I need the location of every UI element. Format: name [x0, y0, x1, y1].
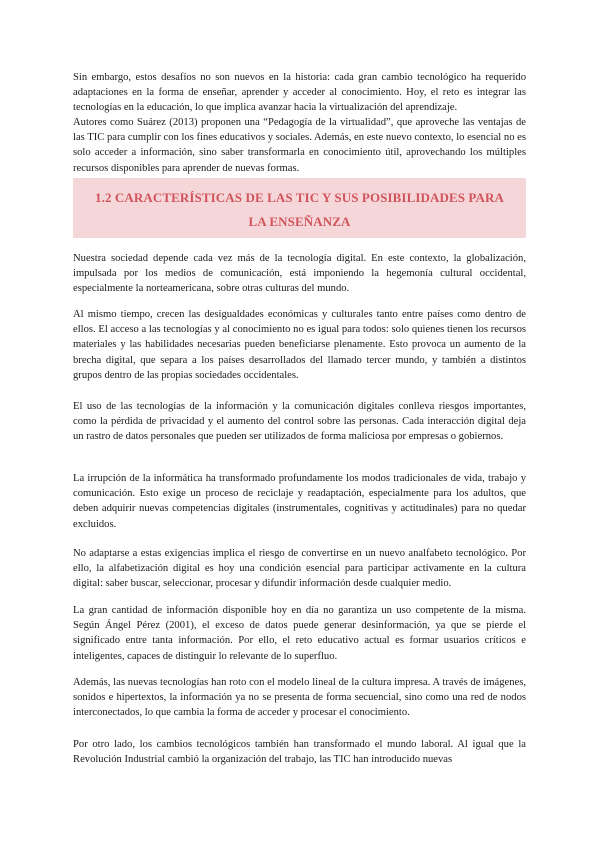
body-paragraph-2: Al mismo tiempo, crecen las desigualdades económicas y culturales tanto entre países como dentro de ellos. El acceso a las tecnologías y al conocimiento no es igual para todos: solo quienes tienen los recursos materiales y las habilidades necesarias pueden beneficiarse plenamente. Esto provoca un aumento de la brecha digital, que separa a los países desarrollados del llamado tercer mundo, y también a distintos grupos dentro de las propias sociedades occidentales.: [73, 309, 526, 381]
body-paragraph-1: Nuestra sociedad depende cada vez más de la tecnología digital. En este contexto, la globalización, impulsada por los medios de comunicación, está imponiendo la hegemonía cultural occidental, especialmente la norteamericana, sobre otras culturas del mundo.: [73, 253, 526, 295]
body-paragraph-5: No adaptarse a estas exigencias implica el riesgo de convertirse en un nuevo analfabeto tecnológico. Por ello, la alfabetización digital es hoy una condición esencial para participar activamente en la cultura digital: saber buscar, seleccionar, procesar y difundir información desde cualquier medio.: [73, 548, 526, 590]
body-paragraph-3: El uso de las tecnologías de la información y la comunicación digitales conlleva riesgos importantes, como la pérdida de privacidad y el aumento del control sobre las personas. Cada interacción digital deja un rastro de datos personales que pueden ser utilizados de forma maliciosa por empresas o gobiernos.: [73, 401, 526, 443]
section-heading: 1.2 CARACTERÍSTICAS DE LAS TIC Y SUS POSIBILIDADES PARA LA ENSEÑANZA: [95, 190, 504, 229]
body-paragraph-4: La irrupción de la informática ha transformado profundamente los modos tradicionales de vida, trabajo y comunicación. Esto exige un proceso de reciclaje y readaptación, especialmente para los adultos, que deben adquirir nuevas competencias digitales (instrumentales, cognitivas y actitudinales) para no quedar excluidos.: [73, 473, 526, 530]
intro-paragraph-1: Sin embargo, estos desafíos no son nuevos en la historia: cada gran cambio tecnológico ha requerido adaptaciones en la forma de enseñar, aprender y acceder al conocimiento. Hoy, el reto es integrar las tecnologías en la educación, lo que implica avanzar hacia la virtualización del aprendizaje.: [73, 72, 526, 114]
body-paragraph-7: Además, las nuevas tecnologías han roto con el modelo lineal de la cultura impresa. A través de imágenes, sonidos e hipertextos, la información ya no se presenta de forma secuencial, sino como una red de nodos interconectados, lo que cambia la forma de acceder y procesar el conocimiento.: [73, 677, 526, 719]
body-paragraph-8: Por otro lado, los cambios tecnológicos también han transformado el mundo laboral. Al igual que la Revolución Industrial cambió la organización del trabajo, las TIC han introducido nuevas: [73, 739, 526, 766]
section-heading-box: [73, 178, 526, 238]
body-paragraph-6: La gran cantidad de información disponible hoy en día no garantiza un uso competente de la misma. Según Ángel Pérez (2001), el exceso de datos puede generar desinformación, ya que se pierde el significado entre tanta información. Por ello, el reto educativo actual es formar usuarios críticos e inteligentes, capaces de distinguir lo relevante de lo superfluo.: [73, 605, 526, 662]
intro-paragraph-2: Autores como Suárez (2013) proponen una “Pedagogía de la virtualidad”, que aproveche las ventajas de las TIC para cumplir con los fines educativos y sociales. Además, en este nuevo contexto, lo esencial no es solo acceder a información, sino saber transformarla en conocimiento útil, aprovechando los múltiples recursos disponibles para aprender de nuevas formas.: [73, 117, 526, 174]
